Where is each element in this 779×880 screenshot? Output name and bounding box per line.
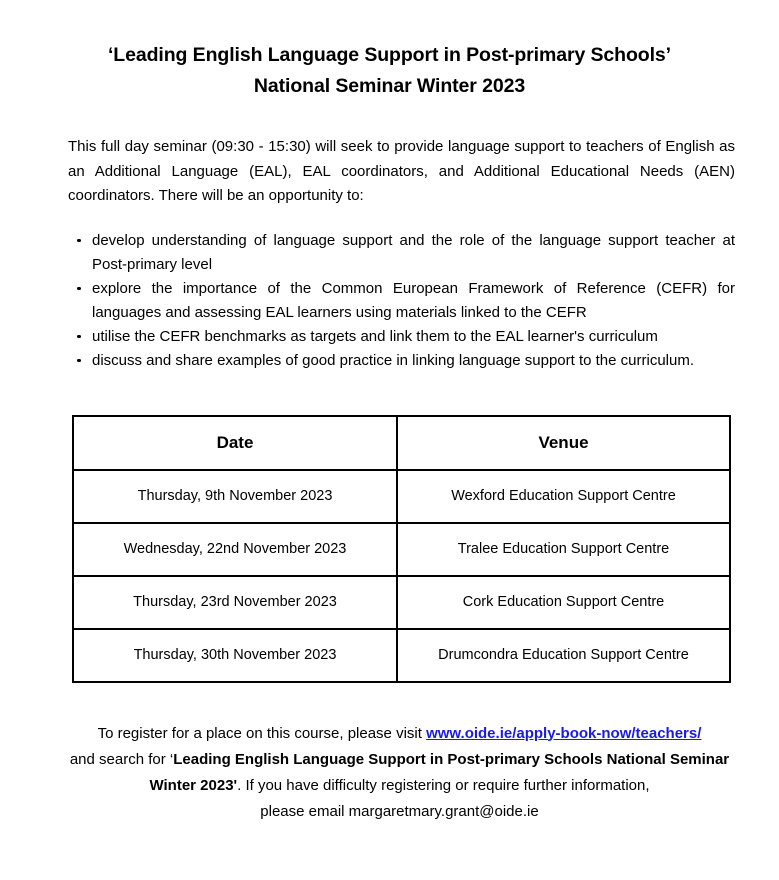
cell-venue: Drumcondra Education Support Centre (397, 629, 730, 682)
objectives-list (0, 209, 779, 373)
intro-paragraph: This full day seminar (09:30 - 15:30) will seek to provide language support to teachers of English as an Additional Language (EAL), EAL coordinators, and Additional Educational Needs (AEN) coordinators. There will be an opportunity to: (68, 138, 735, 204)
cell-date: Thursday, 30th November 2023 (73, 629, 397, 682)
cell-date: Wednesday, 22nd November 2023 (73, 523, 397, 576)
title-line-1: ‘Leading English Language Support in Post-primary Schools’ (107, 44, 671, 66)
cell-venue: Wexford Education Support Centre (397, 470, 730, 523)
course-name-text: Leading English Language Support in Post-primary Schools National Seminar Winter 2023' (149, 750, 730, 794)
column-header-venue: Venue (397, 416, 730, 470)
page-title (0, 0, 779, 102)
list-item: explore the importance of the Common European Framework of Reference (CEFR) for languages and assessing EAL learners using materials linked to the CEFR (68, 277, 735, 325)
schedule-table (72, 415, 731, 683)
table-header-row (73, 416, 730, 470)
cell-venue: Cork Education Support Centre (397, 576, 730, 629)
table-row (73, 470, 730, 523)
register-instruction-text: To register for a place on this course, please visit (97, 724, 427, 742)
search-instruction-text: and search for ‘ (69, 750, 174, 768)
further-info-text: . If you have difficulty registering or require further information, (237, 776, 650, 794)
list-item: discuss and share examples of good practice in linking language support to the curriculum. (68, 349, 735, 373)
title-line-2: National Seminar Winter 2023 (253, 75, 526, 97)
cell-date: Thursday, 9th November 2023 (73, 470, 397, 523)
table-row (73, 629, 730, 682)
list-item: utilise the CEFR benchmarks as targets and link them to the EAL learner's curriculum (68, 325, 735, 349)
list-item: develop understanding of language support and the role of the language support teacher at Post-primary level (68, 229, 735, 277)
cell-date: Thursday, 23rd November 2023 (73, 576, 397, 629)
column-header-date: Date (73, 416, 397, 470)
contact-email-text: please email margaretmary.grant@oide.ie (260, 802, 539, 820)
table-row (73, 576, 730, 629)
registration-footer (0, 683, 779, 825)
registration-link[interactable]: www.oide.ie/apply-book-now/teachers/ (426, 724, 702, 742)
cell-venue: Tralee Education Support Centre (397, 523, 730, 576)
schedule-table-wrapper (0, 373, 779, 683)
table-row (73, 523, 730, 576)
